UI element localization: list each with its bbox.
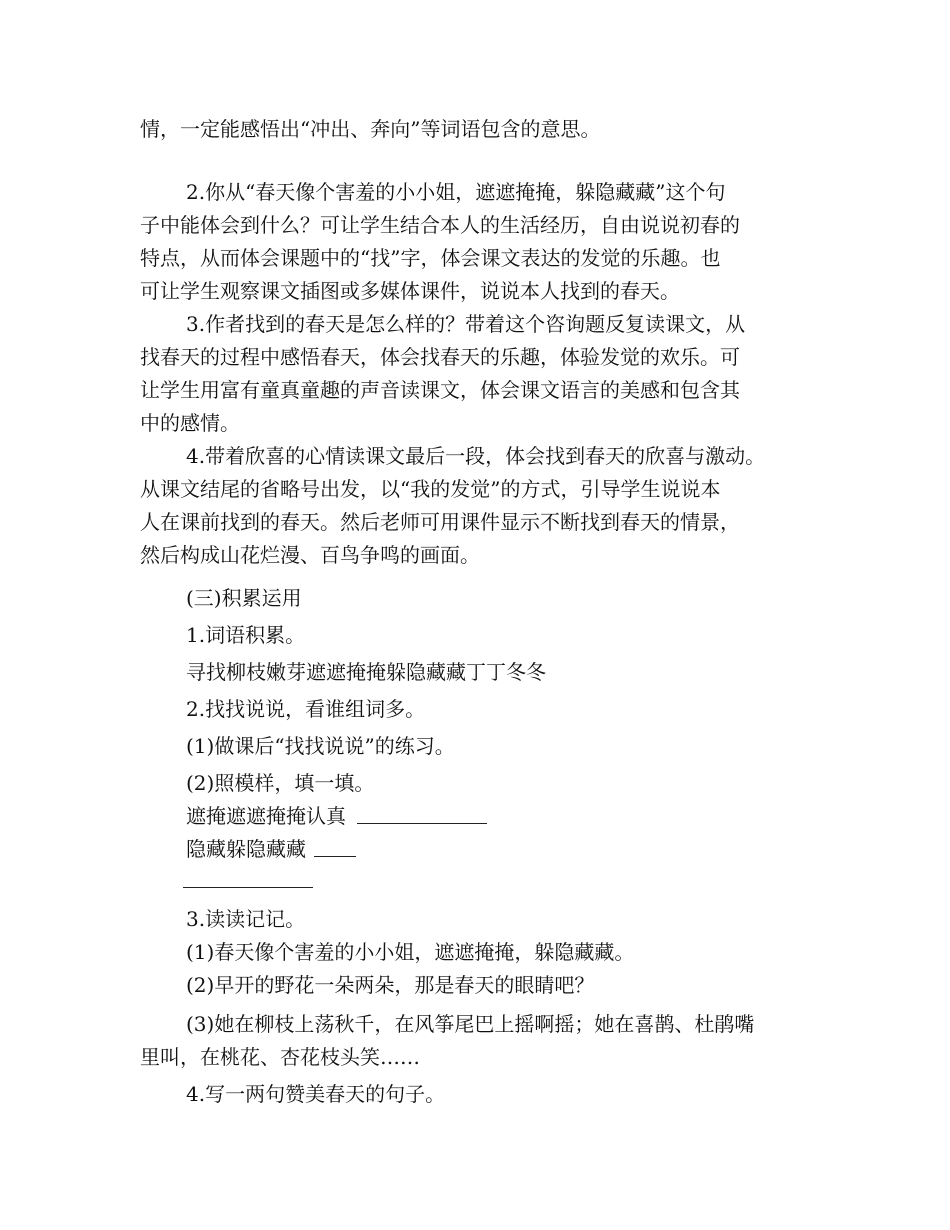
paragraph-3-start: 3.作者找到的春天是怎么样的？带着这个咨询题反复读课文，从 (186, 312, 746, 336)
fill-in-blank (183, 887, 313, 888)
paragraph-4-start: 4.带着欣喜的心情读课文最后一段，体会找到春天的欣喜与激动。 (186, 444, 766, 468)
section-heading: (三)积累运用 (186, 586, 302, 610)
fill-in-blank (357, 823, 487, 824)
text-line: 子中能体会到什么？可让学生结合本人的生活经历，自由说说初春的 (140, 213, 740, 237)
text-line: 可让学生观察课文插图或多媒体课件，说说本人找到的春天。 (140, 279, 680, 303)
text-line: 从课文结尾的省略号出发，以“我的发觉”的方式，引导学生说说本 (140, 477, 721, 501)
fill-in-line: 遮掩遮遮掩掩认真 (186, 804, 346, 828)
text-line: 特点，从而体会课题中的“找”字，体会课文表达的发觉的乐趣。也 (140, 246, 721, 270)
list-item: 2.找找说说，看谁组词多。 (186, 697, 426, 721)
list-item: 4.写一两句赞美春天的句子。 (186, 1082, 446, 1106)
paragraph-2-start: 2.你从“春天像个害羞的小小姐，遮遮掩掩，躲隐藏藏”这个句 (186, 180, 726, 204)
text-line: 中的感情。 (140, 411, 240, 435)
list-item: (2)早开的野花一朵两朵，那是春天的眼睛吧？ (186, 973, 595, 997)
text-line: 人在课前找到的春天。然后老师可用课件显示不断找到春天的情景， (140, 510, 740, 534)
text-line: 里叫，在桃花、杏花枝头笑…… (140, 1045, 420, 1069)
text-line: 情，一定能感悟出“冲出、奔向”等词语包含的意思。 (140, 117, 601, 141)
text-line: 找春天的过程中感悟春天，体会找春天的乐趣，体验发觉的欢乐。可 (140, 345, 740, 369)
vocabulary-line: 寻找柳枝嫩芽遮遮掩掩躲隐藏藏丁丁冬冬 (186, 660, 546, 684)
list-item: (1)春天像个害羞的小小姐，遮遮掩掩，躲隐藏藏。 (186, 940, 635, 964)
list-item: (1)做课后“找找说说”的练习。 (186, 734, 455, 758)
list-item: 3.读读记记。 (186, 907, 306, 931)
fill-in-line: 隐藏躲隐藏藏 (186, 837, 306, 861)
text-line: 然后构成山花烂漫、百鸟争鸣的画面。 (140, 543, 480, 567)
list-item: (2)照模样，填一填。 (186, 771, 375, 795)
list-item: (3)她在柳枝上荡秋千，在风筝尾巴上摇啊摇；她在喜鹊、杜鹃嘴 (186, 1012, 755, 1036)
list-item: 1.词语积累。 (186, 623, 306, 647)
text-line: 让学生用富有童真童趣的声音读课文，体会课文语言的美感和包含其 (140, 378, 740, 402)
fill-in-blank (314, 856, 356, 857)
